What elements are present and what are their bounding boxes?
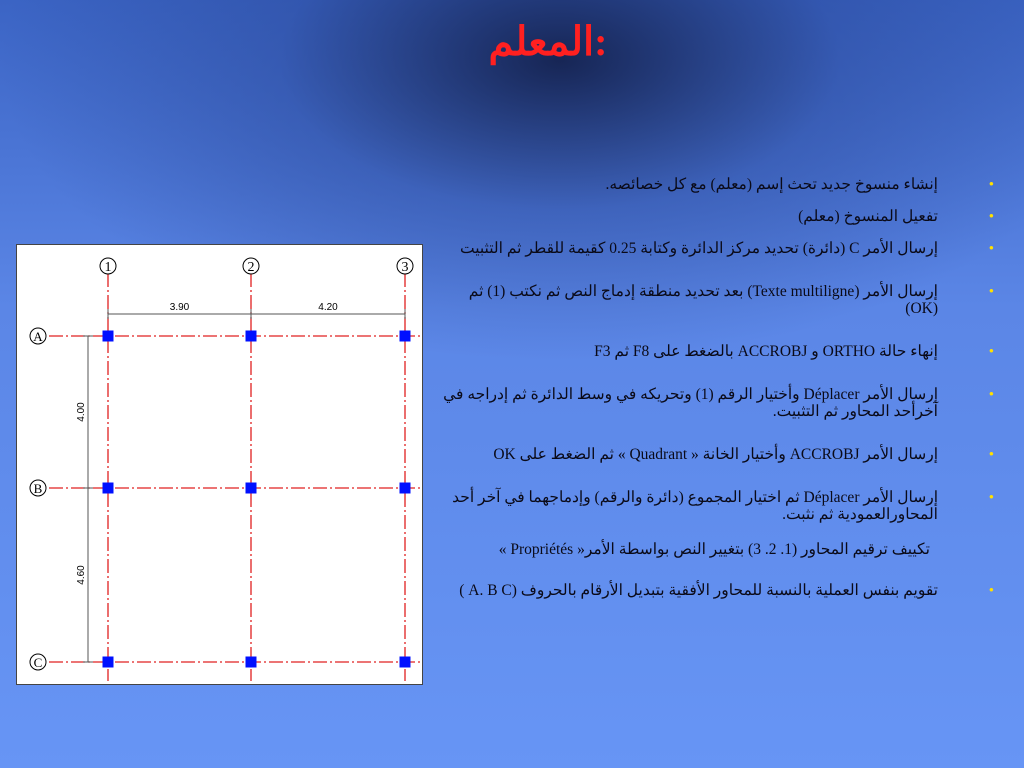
bullet-dot-icon: • [988, 344, 994, 360]
vertical-dimension-label: 4.00 [76, 402, 87, 422]
bullet-dot-icon: • [988, 490, 994, 506]
axis-node [246, 657, 257, 668]
axis-node [103, 483, 114, 494]
bullet-dot-icon: • [988, 241, 994, 257]
bullet-dot-icon: • [988, 284, 994, 300]
grid-axes-drawing [16, 244, 423, 685]
bullet-item: • إرسال الأمر C (دائرة) تحديد مركز الدائرة وكتابة 0.25 كقيمة للقطر ثم التثبيت [459, 240, 994, 257]
vertical-dimension-label: 4.60 [76, 565, 87, 585]
column-axis-label: 3 [401, 260, 409, 275]
bullet-item: • إنهاء حالة ORTHO و ACCROBJ بالضغط على F8 ثم F3 [594, 343, 994, 360]
bullet-item: • إرسال الأمر Déplacer ثم اختيار المجموع (دائرة والرقم) وإدماجهما في آخر أحد المحاورالعمودية ثم نثبت. [452, 489, 994, 523]
bullet-dot-icon: • [988, 583, 994, 599]
axis-grid-svg [17, 245, 422, 684]
bullet-item: تكييف ترقيم المحاور (1. 2. 3) بتغيير النص بواسطة الأمر« Propriétés » [498, 541, 930, 558]
row-axis-label: B [33, 481, 43, 496]
axis-nodes [103, 331, 411, 668]
dimension-lines [76, 302, 405, 662]
axis-node [400, 331, 411, 342]
bullet-list [440, 176, 1008, 614]
bullet-item: • إرسال الأمر ACCROBJ وأختيار الخانة « Quadrant » ثم الضغط على OK [493, 446, 994, 463]
slide-title: المعلم: [488, 19, 608, 64]
bullet-item: • تقويم بنفس العملية بالنسبة للمحاور الأفقية بتبديل الأرقام بالحروف (A. B C ) [459, 582, 994, 599]
bullet-item: • تفعيل المنسوخ (معلم) [798, 208, 994, 225]
column-axis-label: 1 [104, 260, 112, 275]
horizontal-dimension-label: 3.90 [169, 302, 190, 313]
row-axis-label: C [33, 655, 43, 670]
bullet-dot-icon: • [988, 177, 994, 193]
bullet-dot-icon: • [988, 447, 994, 463]
column-axis-label: 2 [247, 260, 255, 275]
bullet-dot-icon: • [988, 387, 994, 403]
bullet-item: • إنشاء منسوخ جديد تحث إسم (معلم) مع كل خصائصه. [605, 176, 994, 193]
axis-node [246, 331, 257, 342]
axis-node [400, 483, 411, 494]
horizontal-dimension-label: 4.20 [318, 302, 338, 313]
bullet-item: • إرسال الأمر (Texte multiligne) بعد تحديد منطقة إدماج النص ثم نكتب (1) ثم (OK) [468, 283, 994, 317]
axis-labels [30, 258, 413, 670]
axis-node [103, 331, 114, 342]
axis-node [103, 657, 114, 668]
axis-node [400, 657, 411, 668]
bullet-item: • إرسال الأمر Déplacer وأختيار الرقم (1) وتحريكه في وسط الدائرة ثم إدراجه في آخرأحد المحاور ثم التثبيت. [443, 386, 994, 420]
axis-node [246, 483, 257, 494]
bullet-dot-icon: • [988, 209, 994, 225]
row-axis-label: A [33, 329, 43, 344]
